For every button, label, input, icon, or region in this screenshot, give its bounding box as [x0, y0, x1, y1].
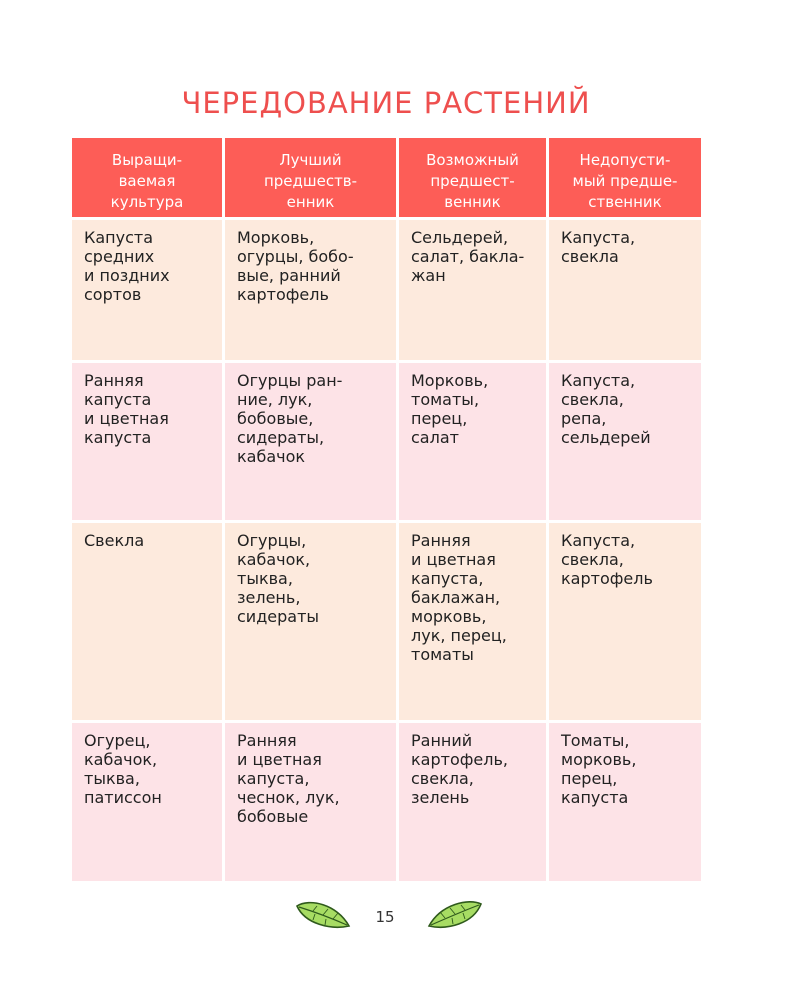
table-cell: Ранняя и цветная капуста, баклажан, морковь, лук, перец, томаты: [399, 523, 546, 720]
table-cell: Капуста, свекла: [549, 220, 701, 360]
page-title: ЧЕРЕДОВАНИЕ РАСТЕНИЙ: [181, 86, 591, 120]
table-cell: Морковь, томаты, перец, салат: [399, 363, 546, 520]
crop-rotation-table: [72, 138, 701, 881]
table-cell: Капуста средних и поздних сортов: [72, 220, 222, 360]
table-cell: Ранняя и цветная капуста, чеснок, лук, бобовые: [225, 723, 396, 881]
header-best-predecessor: Лучший предшеств- енник: [225, 138, 396, 217]
table-cell: Капуста, свекла, картофель: [549, 523, 701, 720]
header-unacceptable-predecessor: Недопусти- мый предше- ственник: [549, 138, 701, 217]
leaf-icon: [427, 900, 483, 934]
table-row: [72, 723, 701, 881]
leaf-icon: [295, 900, 351, 934]
table-cell: Капуста, свекла, репа, сельдерей: [549, 363, 701, 520]
header-cultivated-crop: Выращи- ваемая культура: [72, 138, 222, 217]
table-cell: Томаты, морковь, перец, капуста: [549, 723, 701, 881]
table-cell: Ранняя капуста и цветная капуста: [72, 363, 222, 520]
table-cell: Ранний картофель, свекла, зелень: [399, 723, 546, 881]
header-possible-predecessor: Возможный предшест- венник: [399, 138, 546, 217]
table-cell: Сельдерей, салат, бакла- жан: [399, 220, 546, 360]
table-cell: Огурцы ран- ние, лук, бобовые, сидераты, кабачок: [225, 363, 396, 520]
table-cell: Морковь, огурцы, бобо- вые, ранний картофель: [225, 220, 396, 360]
table-row: [72, 220, 701, 360]
table-cell: Огурец, кабачок, тыква, патиссон: [72, 723, 222, 881]
table-row: [72, 363, 701, 520]
page-footer: [0, 898, 800, 938]
table-header-row: [72, 138, 701, 217]
page-number: 15: [375, 908, 395, 926]
table-row: [72, 523, 701, 720]
table-cell: Свекла: [72, 523, 222, 720]
table-cell: Огурцы, кабачок, тыква, зелень, сидераты: [225, 523, 396, 720]
